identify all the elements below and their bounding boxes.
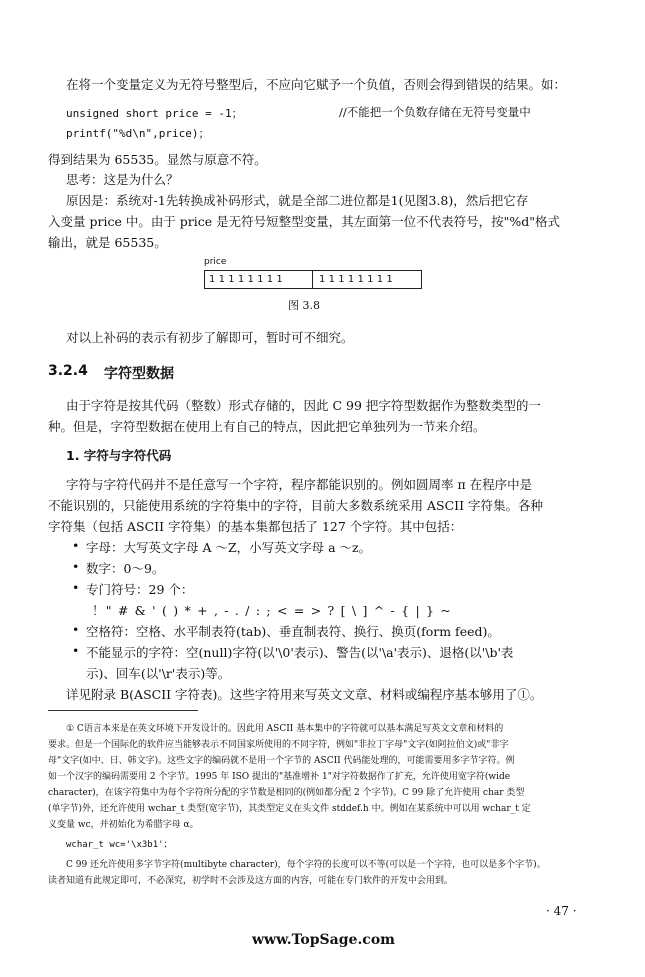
figure-divider	[312, 271, 313, 288]
figure-low-byte: 11111111	[319, 274, 396, 285]
subsection-title: 1. 字符与字符代码	[66, 448, 172, 463]
bullet-text: 不能显示的字符：空(null)字符(以'\0'表示)、警告(以'\a'表示)、退格(以'\b'表	[86, 645, 514, 660]
paragraph-line: 由于字符是按其代码（整数）形式存储的，因此 C 99 把字符型数据作为整数类型的一	[66, 398, 541, 413]
result-text: 得到结果为 65535。显然与原意不符。	[48, 152, 267, 167]
footnote-line: character)，在该字符集中为每个字符所分配的字节数是相同的(例如都分配 2 个字节)。C 99 除了允许使用 char 类型	[48, 788, 525, 798]
footnote-line: 要求。但是一个国际化的软件应当能够表示不同国家所使用的不同字符，例如"非拉丁字母"文字(如阿拉伯文)或"非字	[48, 740, 509, 750]
footnote-line: ① C语言本来是在英文环境下开发设计的。因此用 ASCII 基本集中的字符就可以基本满足写英文文章和材料的	[66, 724, 504, 734]
footnote-line: C 99 还允许使用多字节字符(multibyte character)，每个字符的长度可以不等(可以是一个字符，也可以是多个字节)。	[66, 860, 546, 870]
paragraph-line: 不能识别的，只能使用系统的字符集中的字符，目前大多数系统采用 ASCII 字符集。各种	[48, 498, 543, 513]
code-line-1: unsigned short price = -1；	[66, 107, 243, 120]
appendix-text: 详见附录 B(ASCII 字符表)。这些字符用来写英文文章、材料或编程序基本够用了①。	[66, 687, 543, 702]
footnote-rule	[48, 710, 198, 711]
section-number: 3.2.4	[48, 363, 88, 379]
bullet-continuation: 示)、回车(以'\r'表示)等。	[86, 666, 231, 681]
bullet-dot: •	[72, 622, 80, 637]
paragraph-line: 字符集（包括 ASCII 字符集）的基本集都包括了 127 个字符。其中包括：	[48, 519, 463, 534]
paragraph-line: 种。但是，字符型数据在使用上有自己的特点，因此把它单独列为一节来介绍。	[48, 419, 486, 434]
bullet-text: 数字：0～9。	[86, 561, 165, 576]
special-symbols: ！" # & ' ( ) * + , - . / : ; < = > ? [ \ ] ^ - { | } ~	[92, 603, 453, 618]
bullet-text: 专门符号：29 个：	[86, 582, 194, 597]
section-title: 字符型数据	[104, 366, 174, 382]
intro-text: 在将一个变量定义为无符号整型后，不应向它赋予一个负值，否则会得到错误的结果。如：	[66, 77, 567, 92]
bullet-dot: •	[72, 559, 80, 574]
reason-line: 原因是：系统对-1先转换成补码形式，就是全部二进位都是1(见图3.8)，然后把它存	[66, 193, 529, 208]
bullet-dot: •	[72, 580, 80, 595]
bullet-text: 字母：大写英文字母 A ～Z，小写英文字母 a ～z。	[86, 540, 372, 555]
page-number: · 47 ·	[546, 904, 577, 918]
code-comment: //不能把一个负数存储在无符号变量中	[339, 105, 531, 119]
bullet-text: 空格符：空格、水平制表符(tab)、垂直制表符、换行、换页(form feed)。	[86, 624, 500, 639]
code-line-2: printf("%d\n",price)；	[66, 127, 210, 140]
figure-caption: 图 3.8	[288, 299, 320, 312]
think-text: 思考：这是为什么？	[66, 172, 179, 187]
footnote-line: 母"文字(如中、日、韩文字)。这些文字的编码就不是用一个字节的 ASCII 代码能处理的，可能需要用多字节字符。例	[48, 756, 515, 766]
bullet-dot: •	[72, 643, 80, 658]
footnote-line: 读者知道有此规定即可，不必深究，初学时不会涉及这方面的内容，可能在专门软件的开发中会用到。	[48, 876, 454, 886]
watermark-url: www.TopSage.com	[252, 932, 395, 948]
footnote-line: (单字节)外，还允许使用 wchar_t 类型(宽字节)，其类型定义在头文件 stddef.h 中。例如在某系统中可以用 wchar_t 定	[48, 804, 531, 814]
figure-high-byte: 11111111	[209, 274, 286, 285]
footnote-code: wchar_t wc='\x3b1'；	[66, 840, 173, 850]
figure-label: price	[204, 257, 227, 267]
footnote-line: 义变量 wc，并初始化为希腊字母 α。	[48, 820, 199, 830]
bullet-dot: •	[72, 538, 80, 553]
footnote-line: 如一个汉字的编码需要用 2 个字节。1995 年 ISO 提出的"基准增补 1"对字符数据作了扩充，允许使用宽字符(wide	[48, 772, 511, 782]
figure-register	[204, 270, 422, 289]
reason-line: 入变量 price 中。由于 price 是无符号短整型变量，其左面第一位不代表符号，按"%d"格式	[48, 214, 561, 229]
paragraph-line: 字符与字符代码并不是任意写一个字符，程序都能识别的。例如圆周率 π 在程序中是	[66, 477, 533, 492]
reason-line: 输出，就是 65535。	[48, 235, 167, 250]
note-text: 对以上补码的表示有初步了解即可，暂时可不细究。	[66, 330, 354, 345]
